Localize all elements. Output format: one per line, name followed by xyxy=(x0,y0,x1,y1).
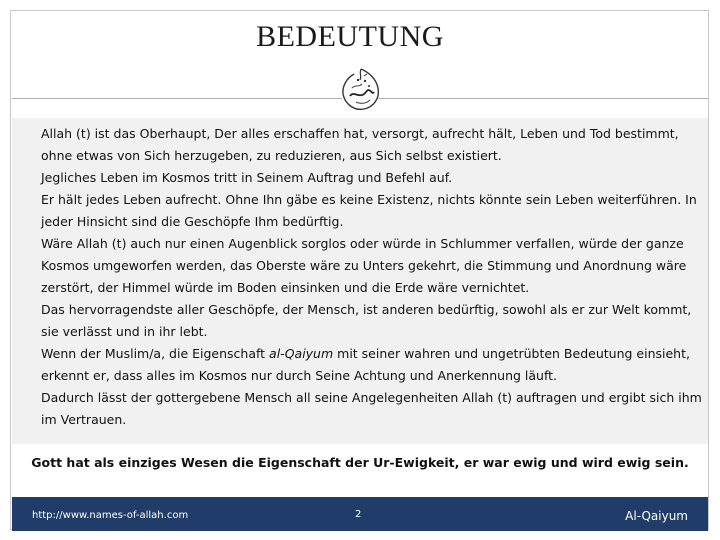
summary-statement: Gott hat als einziges Wesen die Eigenschaft der Ur-Ewigkeit, er war ewig und wird ewig sein. xyxy=(31,455,689,470)
paragraph-6-term: al-Qaiyum xyxy=(269,346,334,361)
paragraph-4: Wäre Allah (t) auch nur einen Augenblick sorglos oder würde in Schlummer verfallen, würde der ganze Kosmos umgeworfen werden, das Oberste wäre zu Unters gekehrt, die Stimmung und Anordnung wäre zerstört, der Himmel würde im Boden einsinken und die Erde wäre vernichtet. xyxy=(41,236,687,295)
body-text xyxy=(41,123,705,431)
paragraph-6 xyxy=(41,343,705,387)
paragraph-7: Dadurch lässt der gottergebene Mensch all seine Angelegenheiten Allah (t) auftragen und ergibt sich ihm im Vertrauen. xyxy=(41,390,702,427)
footer-url-link[interactable]: http://www.names-of-allah.com xyxy=(32,510,189,521)
paragraph-6-start: Wenn der Muslim/a, die Eigenschaft xyxy=(41,346,270,361)
paragraph-1: Allah (t) ist das Oberhaupt, Der alles erschaffen hat, versorgt, aufrecht hält, Leben und Tod bestimmt, ohne etwas von Sich herzugeben, zu reduzieren, aus Sich selbst existiert. xyxy=(41,126,679,163)
paragraph-5: Das hervorragendste aller Geschöpfe, der Mensch, ist anderen bedürftig, sowohl als er zur Welt kommt, sie verlässt und in ihr lebt. xyxy=(41,302,692,339)
footer-name: Al-Qaiyum xyxy=(625,509,688,523)
paragraph-2: Jegliches Leben im Kosmos tritt in Seinem Auftrag und Befehl auf. xyxy=(41,170,453,185)
calligraphy-emblem-icon xyxy=(338,66,384,112)
page-title: BEDEUTUNG xyxy=(256,20,444,53)
footer-bar xyxy=(12,497,708,531)
title-divider-left xyxy=(12,98,342,99)
page-number: 2 xyxy=(355,509,362,520)
paragraph-3: Er hält jedes Leben aufrecht. Ohne Ihn gäbe es keine Existenz, nichts könnte sein Leben weiterführen. In jeder Hinsicht sind die Geschöpfe Ihm bedürftig. xyxy=(41,192,697,229)
title-divider-right xyxy=(378,98,708,99)
paragraph-6-end: mit seiner wahren und ungetrübten Bedeutung einsieht, erkennt er, dass alles im Kosmos nur durch Seine Achtung und Anerkennung läuft. xyxy=(41,346,690,383)
